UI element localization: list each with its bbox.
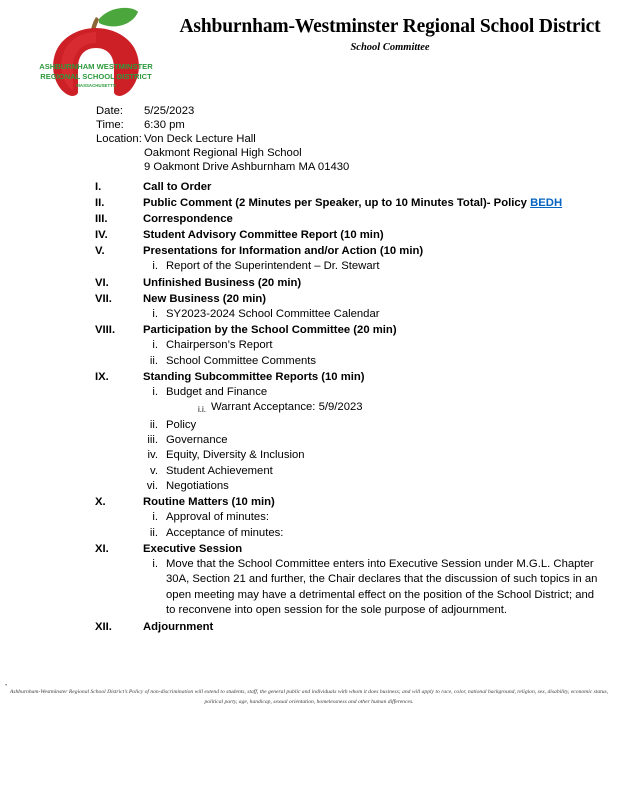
agenda-item-marker: XII. [95, 620, 112, 633]
agenda-item [0, 211, 618, 227]
agenda-item-label: SY2023-2024 School Committee Calendar [166, 307, 380, 320]
agenda-item-label: Move that the School Committee enters into Executive Session under M.G.L. Chapter 30A, Section 21 and further, the Chair declares that the discussion of such topics in an open meeting may have a detrimental effect on the position of the School District; and to reconvene into open session for the sole purpose of adjournment. [166, 557, 598, 617]
agenda-item-label: Routine Matters (10 min) [143, 496, 275, 509]
agenda-item [0, 354, 618, 369]
agenda-item-label: Student Advisory Committee Report (10 min) [143, 229, 384, 242]
location-line-2: Oakmont Regional High School [144, 147, 302, 160]
agenda-item-marker: II. [95, 197, 105, 210]
agenda-item-label: New Business (20 min) [143, 292, 267, 305]
agenda-item-marker: i. [152, 511, 158, 524]
nondiscrimination-footer [0, 683, 618, 707]
meeting-time-row [96, 118, 349, 132]
agenda-item [0, 433, 618, 448]
agenda-item [0, 243, 618, 259]
agenda-item-marker: ii. [149, 526, 158, 539]
agenda-item-label: Chairperson’s Report [166, 339, 273, 352]
agenda-item-marker: I. [95, 181, 102, 193]
agenda-item-label: Governance [166, 433, 228, 446]
date-value: 5/25/2023 [144, 105, 195, 117]
agenda-item [0, 275, 618, 291]
agenda-item-label [143, 195, 618, 211]
agenda-item-label: Executive Session [143, 542, 243, 555]
location-line-3: 9 Oakmont Drive Ashburnham MA 01430 [144, 161, 350, 174]
agenda-item-marker: i. [152, 386, 158, 399]
agenda-item [0, 400, 618, 417]
agenda-item [0, 510, 618, 525]
agenda-item [0, 179, 618, 195]
agenda-item-marker: iii. [147, 433, 158, 446]
agenda-item-label: Acceptance of minutes: [166, 526, 284, 539]
page-title: Ashburnham-Westminster Regional School District [179, 16, 601, 37]
apple-logo [26, 6, 166, 98]
agenda-item [0, 619, 618, 635]
agenda-item [0, 541, 618, 557]
agenda-item [0, 464, 618, 479]
agenda-item [0, 227, 618, 243]
agenda-item-label: Presentations for Information and/or Action (10 min) [143, 245, 424, 258]
agenda-item [0, 291, 618, 307]
page-subtitle: School Committee [350, 42, 430, 54]
agenda-item [0, 418, 618, 433]
agenda-item-label: Standing Subcommittee Reports (10 min) [143, 370, 365, 383]
agenda-item-marker: i. [152, 260, 158, 273]
agenda-item [0, 526, 618, 541]
agenda-item [0, 557, 618, 619]
agenda-item-label: Warrant Acceptance: 5/9/2023 [211, 401, 363, 414]
agenda-item-label: Budget and Finance [166, 386, 268, 399]
agenda-item-label: Negotiations [166, 479, 229, 492]
agenda-item-marker: ii. [149, 354, 158, 367]
agenda-item [0, 338, 618, 353]
agenda-item-marker: X. [95, 496, 106, 509]
agenda-item-marker: IV. [95, 229, 108, 242]
agenda-item-marker: XI. [95, 542, 109, 555]
agenda-item-label: School Committee Comments [166, 354, 317, 367]
location-label: Location: [96, 133, 142, 146]
agenda-item-marker: i. [152, 307, 158, 320]
agenda-item [0, 479, 618, 494]
agenda-item-label: Participation by the School Committee (20 min) [143, 324, 397, 337]
agenda-item-marker: V. [95, 245, 105, 258]
agenda-item [0, 448, 618, 463]
logo-line-2: REGIONAL SCHOOL DISTRICT [40, 72, 152, 81]
agenda-item [0, 307, 618, 322]
title-block [170, 16, 610, 53]
footer-mark-icon: • [5, 683, 8, 689]
agenda-item-label: Unfinished Business (20 min) [143, 276, 302, 289]
agenda-item-marker: III. [95, 213, 108, 226]
agenda-item-text: Public Comment (2 Minutes per Speaker, up to 10 Minutes Total)- Policy [143, 197, 531, 210]
meeting-details [96, 104, 349, 174]
agenda-item-label: Call to Order [143, 181, 212, 193]
agenda-item-label: Adjournment [143, 620, 214, 633]
agenda-list [0, 179, 618, 635]
meeting-location-row [96, 132, 349, 146]
agenda-item [0, 259, 618, 274]
agenda-item-marker: VIII. [95, 324, 116, 337]
agenda-item [0, 322, 618, 338]
agenda-item-label: Approval of minutes: [166, 511, 269, 524]
time-label: Time: [96, 119, 124, 132]
agenda-item-marker: ii. [149, 418, 158, 431]
agenda-item-marker: vi. [146, 479, 158, 492]
agenda-item-marker: VII. [95, 292, 112, 305]
document-header [0, 0, 618, 100]
agenda-item [0, 494, 618, 510]
agenda-item-marker: VI. [95, 276, 109, 289]
agenda-item-marker: i. [152, 557, 158, 570]
agenda-item-label: Student Achievement [166, 464, 273, 477]
agenda-item-label: Report of the Superintendent – Dr. Stewart [166, 260, 380, 273]
time-value: 6:30 pm [144, 119, 185, 132]
location-value: Von Deck Lecture Hall [144, 133, 256, 146]
logo-line-1: ASHBURNHAM WESTMINSTER [39, 62, 153, 71]
logo-line-3: MASSACHUSETTS [76, 83, 116, 88]
agenda-item [0, 195, 618, 211]
agenda-item-marker: i. [152, 339, 158, 352]
date-label: Date: [96, 105, 124, 117]
agenda-item-label: Policy [166, 418, 197, 431]
meeting-date-row [96, 104, 349, 118]
agenda-item-marker: i.i. [198, 405, 206, 415]
agenda-item-marker: IX. [95, 370, 109, 383]
agenda-item [0, 385, 618, 400]
agenda-item-label: Correspondence [143, 213, 233, 226]
footer-text: Ashburnham-Westminster Regional School District’s Policy of non-discrimination will extend to students, staff, the general public and individuals with whom it does business; and will apply to race, color, national background, religion, sex, disability, economic status, political party, age, handicap, sexual orientation, homelessness and other human differences. [9, 689, 609, 705]
agenda-item-label: Equity, Diversity & Inclusion [166, 449, 305, 462]
agenda-item-marker: iv. [147, 449, 158, 462]
agenda-item-marker: v. [150, 464, 158, 477]
agenda-item [0, 369, 618, 385]
policy-link[interactable]: BEDH [530, 197, 563, 210]
